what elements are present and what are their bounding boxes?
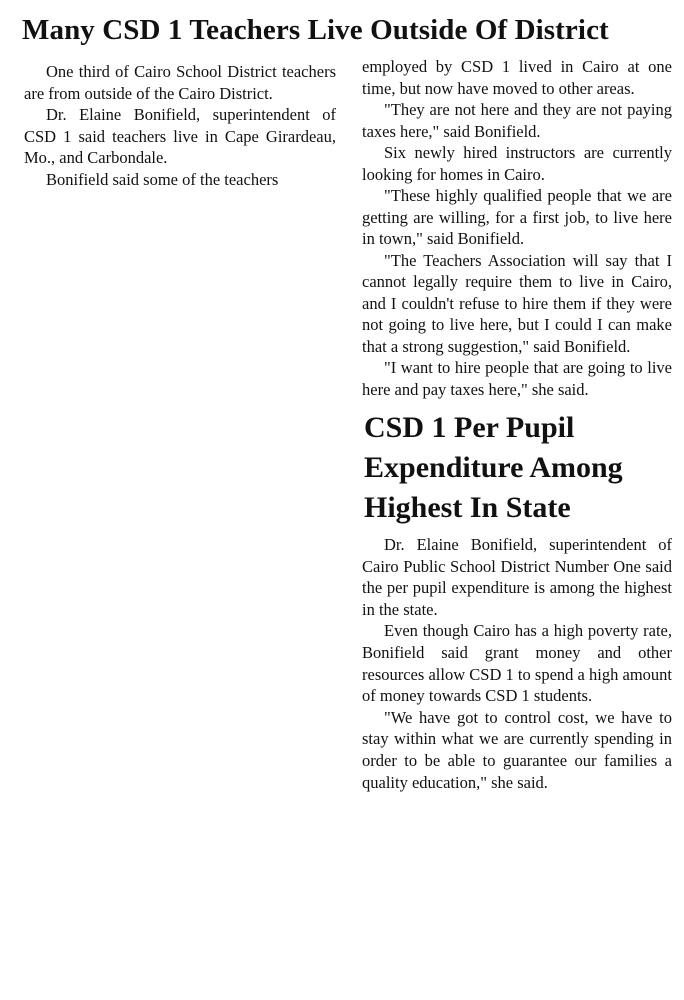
article2-paragraph: Even though Cairo has a high poverty rate, Bonifield said grant money and other resources allow CSD 1 to spend a high amount of money towards CSD 1 students. <box>362 621 672 706</box>
article2-headline: CSD 1 Per Pupil Expenditure Among Highest In State <box>364 411 623 524</box>
article1-paragraph: employed by CSD 1 lived in Cairo at one time, but now have moved to other areas. <box>362 57 672 98</box>
article1-paragraph: Six newly hired instructors are currently looking for homes in Cairo. <box>362 143 672 184</box>
article1-paragraph: Dr. Elaine Bonifield, superintendent of CSD 1 said teachers live in Cape Girardeau, Mo., and Carbondale. <box>24 105 336 167</box>
article1-continuation <box>362 56 672 400</box>
article1-headline: Many CSD 1 Teachers Live Outside Of District <box>22 14 609 46</box>
article1-paragraph: "These highly qualified people that we are getting are willing, for a first job, to live here in town," said Bonifield. <box>362 186 672 248</box>
article1-paragraph: "I want to hire people that are going to live here and pay taxes here," she said. <box>362 358 672 399</box>
article2 <box>362 408 672 793</box>
article1-paragraph: One third of Cairo School District teachers are from outside of the Cairo District. <box>24 62 336 103</box>
article1-paragraph: "They are not here and they are not paying taxes here," said Bonifield. <box>362 100 672 141</box>
article1-left-column <box>24 61 336 190</box>
article2-paragraph: "We have got to control cost, we have to stay within what we are currently spending in order to be able to guarantee our families a quality education," she said. <box>362 707 672 792</box>
article2-paragraph: Dr. Elaine Bonifield, superintendent of Cairo Public School District Number One said the per pupil expenditure is among the highest in the state. <box>362 535 672 619</box>
article1-paragraph: Bonifield said some of the teachers <box>46 169 279 189</box>
article1-paragraph: "The Teachers Association will say that I cannot legally require them to live in Cairo, and I couldn't refuse to hire them if they were not going to live here, but I could I can make that a strong suggestion," said Bonifield. <box>362 250 672 356</box>
right-column <box>362 56 672 793</box>
